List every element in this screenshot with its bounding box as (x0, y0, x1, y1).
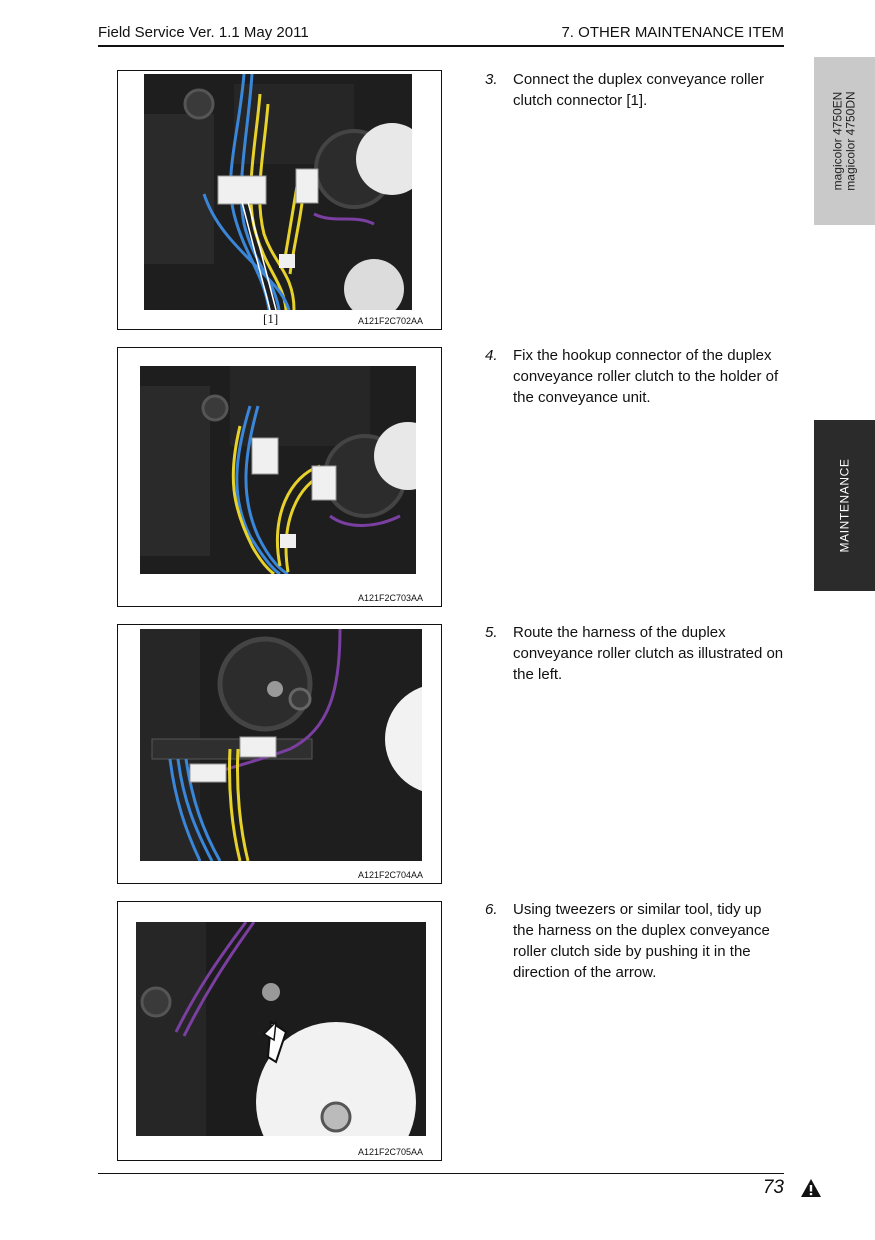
model-name-dn: magicolor 4750DN (843, 91, 858, 191)
page-number: 73 (762, 1177, 784, 1198)
step-5-text: Route the harness of the duplex conveyance roller clutch as illustrated on the left. (513, 624, 784, 683)
header-document-title: Field Service Ver. 1.1 May 2011 (98, 24, 309, 41)
figure-box-3 (117, 624, 442, 884)
figure-code-4: A121F2C705AA (357, 1147, 423, 1157)
side-tab-model (814, 57, 875, 225)
step-4-text: Fix the hookup connector of the duplex conveyance roller clutch to the holder of the conveyance unit. (513, 347, 779, 406)
model-name-en: magicolor 4750EN (830, 91, 845, 191)
photo-clutch-connector (144, 74, 412, 310)
section-tab-label: MAINTENANCE (837, 458, 852, 553)
step-4-number: 4. (485, 347, 498, 364)
figure-box-1 (117, 70, 442, 330)
figure-callout-1: [1] (263, 311, 279, 326)
footer-divider (98, 1173, 784, 1174)
figure-code-1: A121F2C702AA (357, 316, 423, 326)
header-section-title: 7. OTHER MAINTENANCE ITEM (561, 24, 784, 41)
warning-triangle-icon (800, 1178, 822, 1198)
figure-code-3: A121F2C704AA (357, 870, 423, 880)
photo-harness-tidy (136, 922, 426, 1136)
step-3-number: 3. (485, 71, 498, 88)
step-3-text: Connect the duplex conveyance roller clutch connector [1]. (513, 71, 764, 109)
header-divider (98, 45, 784, 47)
figure-box-4 (117, 901, 442, 1161)
step-5-number: 5. (485, 624, 498, 641)
side-tab-maintenance (814, 420, 875, 591)
step-6-number: 6. (485, 901, 498, 918)
photo-harness-routing (140, 629, 422, 861)
step-6-text: Using tweezers or similar tool, tidy up the harness on the duplex conveyance roller clutch side by pushing it in the direction of the arrow. (513, 901, 770, 981)
figure-code-2: A121F2C703AA (357, 593, 423, 603)
photo-hookup-connector (140, 366, 416, 574)
figure-box-2 (117, 347, 442, 607)
